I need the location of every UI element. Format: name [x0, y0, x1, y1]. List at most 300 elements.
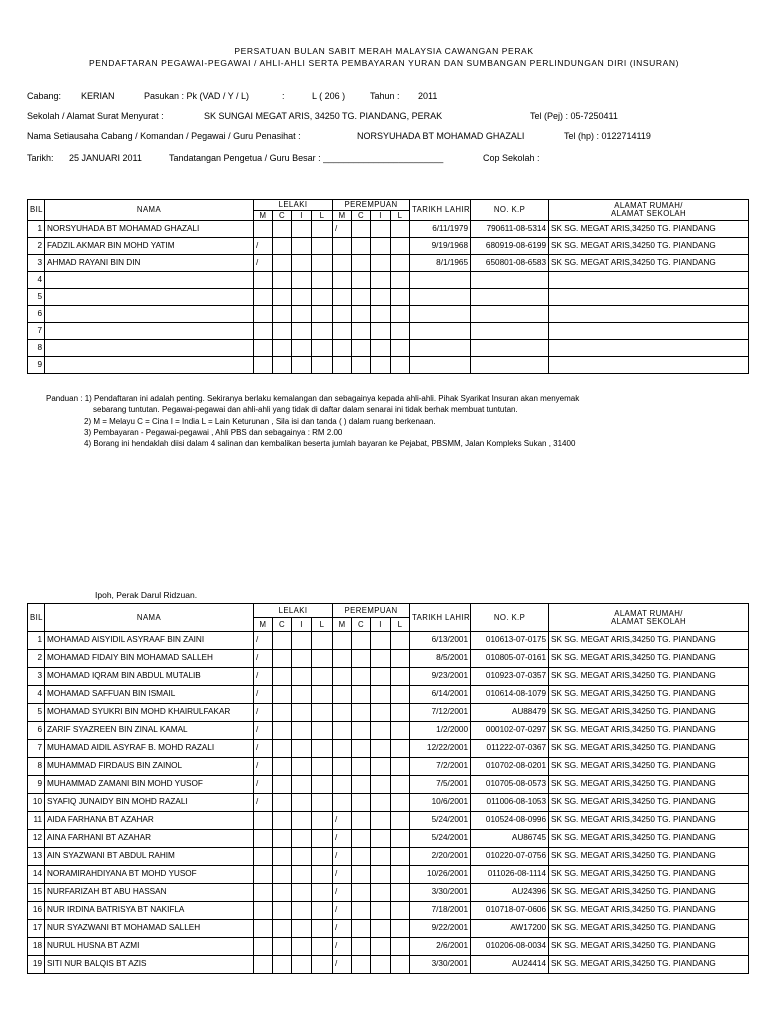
row-nokp — [471, 323, 549, 340]
row-race-mark — [391, 650, 410, 668]
table-row — [28, 956, 749, 974]
row-race-mark — [352, 357, 371, 374]
row-race-mark: / — [333, 221, 352, 238]
row-race-mark — [273, 848, 292, 866]
row-bil: 4 — [28, 686, 45, 704]
row-race-mark — [292, 289, 312, 306]
row-race-mark — [273, 686, 292, 704]
row-race-mark — [352, 776, 371, 794]
row-bil: 6 — [28, 306, 45, 323]
row-race-mark — [292, 340, 312, 357]
row-race-mark: / — [254, 255, 273, 272]
row-bil: 5 — [28, 704, 45, 722]
row-race-mark: / — [333, 866, 352, 884]
row-race-mark — [312, 902, 333, 920]
row-tarikh-lahir: 6/13/2001 — [410, 632, 471, 650]
row-nama — [45, 272, 254, 289]
row-race-mark — [352, 722, 371, 740]
row-race-mark: / — [254, 722, 273, 740]
row-nama — [45, 306, 254, 323]
row-race-mark — [391, 776, 410, 794]
row-nama: NUR IRDINA BATRISYA BT NAKIFLA — [45, 902, 254, 920]
sub-i: I — [292, 618, 312, 632]
sub-l: L — [391, 211, 410, 221]
row-alamat — [549, 323, 749, 340]
row-alamat: SK SG. MEGAT ARIS,34250 TG. PIANDANG — [549, 668, 749, 686]
row-race-mark — [254, 830, 273, 848]
row-race-mark — [273, 938, 292, 956]
row-race-mark — [292, 357, 312, 374]
row-nokp — [471, 289, 549, 306]
sub-c: C — [273, 211, 292, 221]
row-nokp: 011026-08-1114 — [471, 866, 549, 884]
row-race-mark — [254, 357, 273, 374]
row-race-mark — [292, 740, 312, 758]
sub-m: M — [254, 211, 273, 221]
row-alamat: SK SG. MEGAT ARIS,34250 TG. PIANDANG — [549, 632, 749, 650]
row-race-mark — [254, 221, 273, 238]
row-tarikh-lahir: 7/18/2001 — [410, 902, 471, 920]
row-race-mark — [371, 812, 391, 830]
row-race-mark — [292, 272, 312, 289]
row-race-mark — [352, 255, 371, 272]
row-race-mark — [292, 323, 312, 340]
row-race-mark — [391, 848, 410, 866]
row-tarikh-lahir: 7/5/2001 — [410, 776, 471, 794]
row-alamat: SK SG. MEGAT ARIS,34250 TG. PIANDANG — [549, 704, 749, 722]
info-tarikh-line — [27, 153, 727, 165]
row-tarikh-lahir — [410, 340, 471, 357]
row-race-mark — [333, 668, 352, 686]
table-row — [28, 306, 749, 323]
row-alamat: SK SG. MEGAT ARIS,34250 TG. PIANDANG — [549, 794, 749, 812]
row-alamat: SK SG. MEGAT ARIS,34250 TG. PIANDANG — [549, 238, 749, 255]
row-race-mark — [273, 740, 292, 758]
row-race-mark: / — [254, 794, 273, 812]
info-sekolah-line — [27, 111, 727, 123]
row-tarikh-lahir — [410, 357, 471, 374]
row-race-mark — [312, 884, 333, 902]
row-race-mark — [292, 794, 312, 812]
row-nokp: 011006-08-1053 — [471, 794, 549, 812]
col-lelaki: LELAKI — [254, 200, 333, 211]
row-race-mark — [312, 238, 333, 255]
row-nama: SITI NUR BALQIS BT AZIS — [45, 956, 254, 974]
row-bil: 13 — [28, 848, 45, 866]
row-nokp: AU88479 — [471, 704, 549, 722]
tandatangan-field: Tandatangan Pengetua / Guru Besar : ________________________ — [169, 153, 444, 163]
guide-line-4: 3) Pembayaran - Pegawai-pegawai , Ahli PBS dan sebagainya : RM 2.00 — [84, 427, 343, 437]
registration-table-1 — [27, 199, 749, 374]
row-bil: 3 — [28, 255, 45, 272]
header-org: PERSATUAN BULAN SABIT MERAH MALAYSIA CAWANGAN PERAK — [234, 46, 534, 56]
row-race-mark — [391, 920, 410, 938]
row-nama: MOHAMAD FIDAIY BIN MOHAMAD SALLEH — [45, 650, 254, 668]
tahun-label: Tahun : — [370, 91, 400, 101]
row-tarikh-lahir — [410, 272, 471, 289]
row-race-mark — [391, 704, 410, 722]
row-race-mark — [312, 920, 333, 938]
row-nokp: 680919-08-6199 — [471, 238, 549, 255]
table-row — [28, 830, 749, 848]
row-race-mark — [312, 830, 333, 848]
row-tarikh-lahir: 5/24/2001 — [410, 830, 471, 848]
table-row — [28, 704, 749, 722]
row-alamat: SK SG. MEGAT ARIS,34250 TG. PIANDANG — [549, 686, 749, 704]
row-race-mark: / — [333, 956, 352, 974]
row-tarikh-lahir: 7/2/2001 — [410, 758, 471, 776]
row-alamat: SK SG. MEGAT ARIS,34250 TG. PIANDANG — [549, 902, 749, 920]
row-alamat: SK SG. MEGAT ARIS,34250 TG. PIANDANG — [549, 812, 749, 830]
row-race-mark — [333, 323, 352, 340]
row-nokp: 011222-07-0367 — [471, 740, 549, 758]
row-race-mark — [391, 272, 410, 289]
row-alamat: SK SG. MEGAT ARIS,34250 TG. PIANDANG — [549, 884, 749, 902]
row-tarikh-lahir: 2/6/2001 — [410, 938, 471, 956]
setiausaha-label: Nama Setiausaha Cabang / Komandan / Pegawai / Guru Penasihat : — [27, 131, 301, 141]
row-race-mark: / — [333, 812, 352, 830]
row-bil: 18 — [28, 938, 45, 956]
row-race-mark — [273, 956, 292, 974]
row-alamat — [549, 289, 749, 306]
row-race-mark — [273, 722, 292, 740]
row-race-mark — [273, 306, 292, 323]
row-alamat: SK SG. MEGAT ARIS,34250 TG. PIANDANG — [549, 956, 749, 974]
row-race-mark — [352, 938, 371, 956]
row-race-mark — [254, 306, 273, 323]
table-row — [28, 255, 749, 272]
row-race-mark — [312, 632, 333, 650]
row-race-mark — [254, 938, 273, 956]
row-race-mark — [352, 902, 371, 920]
info-cabang-line — [27, 91, 727, 103]
row-race-mark: / — [254, 776, 273, 794]
row-bil: 14 — [28, 866, 45, 884]
row-race-mark — [312, 255, 333, 272]
row-race-mark — [312, 650, 333, 668]
row-alamat — [549, 357, 749, 374]
row-race-mark — [292, 668, 312, 686]
col-nokp: NO. K.P — [471, 200, 549, 221]
col-bil: BIL — [28, 200, 45, 221]
row-bil: 8 — [28, 758, 45, 776]
row-bil: 15 — [28, 884, 45, 902]
row-race-mark — [391, 668, 410, 686]
row-race-mark — [371, 920, 391, 938]
row-race-mark — [391, 740, 410, 758]
row-race-mark — [371, 668, 391, 686]
row-race-mark — [254, 884, 273, 902]
row-race-mark — [371, 848, 391, 866]
row-race-mark — [333, 272, 352, 289]
row-race-mark — [292, 632, 312, 650]
row-bil: 5 — [28, 289, 45, 306]
table-row — [28, 668, 749, 686]
table-row — [28, 340, 749, 357]
row-race-mark — [391, 884, 410, 902]
row-nama: NUR SYAZWANI BT MOHAMAD SALLEH — [45, 920, 254, 938]
row-nama: SYAFIQ JUNAIDY BIN MOHD RAZALI — [45, 794, 254, 812]
row-race-mark: / — [333, 920, 352, 938]
table-row — [28, 794, 749, 812]
sub-l: L — [312, 211, 333, 221]
table-row — [28, 323, 749, 340]
row-race-mark — [273, 650, 292, 668]
table-row — [28, 848, 749, 866]
row-race-mark — [391, 306, 410, 323]
row-race-mark — [391, 794, 410, 812]
row-race-mark — [391, 238, 410, 255]
row-alamat: SK SG. MEGAT ARIS,34250 TG. PIANDANG — [549, 722, 749, 740]
row-alamat: SK SG. MEGAT ARIS,34250 TG. PIANDANG — [549, 830, 749, 848]
col-tarikh-lahir: TARIKH LAHIR — [410, 200, 471, 221]
row-nama: MOHAMAD IQRAM BIN ABDUL MUTALIB — [45, 668, 254, 686]
row-nama: NURUL HUSNA BT AZMI — [45, 938, 254, 956]
sekolah-value: SK SUNGAI MEGAT ARIS, 34250 TG. PIANDANG, PERAK — [204, 111, 443, 121]
row-race-mark — [352, 306, 371, 323]
row-race-mark — [333, 794, 352, 812]
col-alamat — [549, 604, 749, 632]
row-bil: 4 — [28, 272, 45, 289]
row-race-mark — [391, 340, 410, 357]
table-row — [28, 632, 749, 650]
table-row — [28, 740, 749, 758]
row-nama: MUHAMMAD FIRDAUS BIN ZAINOL — [45, 758, 254, 776]
row-race-mark: / — [254, 686, 273, 704]
row-race-mark — [312, 289, 333, 306]
row-race-mark — [391, 686, 410, 704]
row-nokp: 010702-08-0201 — [471, 758, 549, 776]
row-alamat: SK SG. MEGAT ARIS,34250 TG. PIANDANG — [549, 650, 749, 668]
row-race-mark — [333, 722, 352, 740]
row-race-mark — [352, 866, 371, 884]
pasukan-value: L ( 206 ) — [312, 91, 346, 101]
row-race-mark: / — [254, 238, 273, 255]
row-race-mark — [273, 272, 292, 289]
row-race-mark — [391, 956, 410, 974]
table-row — [28, 776, 749, 794]
row-race-mark — [352, 668, 371, 686]
row-nama: NURFARIZAH BT ABU HASSAN — [45, 884, 254, 902]
row-nokp: 000102-07-0297 — [471, 722, 549, 740]
table-row — [28, 722, 749, 740]
row-bil: 7 — [28, 740, 45, 758]
row-race-mark — [352, 340, 371, 357]
row-race-mark — [254, 323, 273, 340]
row-race-mark — [391, 221, 410, 238]
row-race-mark — [312, 323, 333, 340]
row-race-mark — [352, 221, 371, 238]
row-race-mark — [292, 920, 312, 938]
row-nokp: 010613-07-0175 — [471, 632, 549, 650]
sub-c: C — [352, 618, 371, 632]
row-race-mark — [254, 866, 273, 884]
row-race-mark — [333, 340, 352, 357]
row-race-mark: / — [254, 740, 273, 758]
row-race-mark — [273, 776, 292, 794]
row-alamat: SK SG. MEGAT ARIS,34250 TG. PIANDANG — [549, 938, 749, 956]
row-bil: 8 — [28, 340, 45, 357]
row-nama: AINA FARHANI BT AZAHAR — [45, 830, 254, 848]
row-nokp: 790611-08-5314 — [471, 221, 549, 238]
row-race-mark — [292, 758, 312, 776]
row-race-mark — [371, 740, 391, 758]
row-race-mark — [333, 289, 352, 306]
row-race-mark — [391, 830, 410, 848]
row-race-mark — [273, 632, 292, 650]
row-race-mark — [254, 902, 273, 920]
col-alamat-line1: ALAMAT RUMAH/ — [614, 608, 683, 618]
row-race-mark: / — [333, 902, 352, 920]
sub-i: I — [371, 211, 391, 221]
setiausaha-value: NORSYUHADA BT MOHAMAD GHAZALI — [357, 131, 525, 141]
row-race-mark — [352, 323, 371, 340]
row-race-mark — [371, 938, 391, 956]
row-race-mark — [391, 722, 410, 740]
sub-m: M — [333, 618, 352, 632]
row-race-mark — [312, 221, 333, 238]
row-tarikh-lahir: 5/24/2001 — [410, 812, 471, 830]
row-race-mark — [352, 830, 371, 848]
row-race-mark — [273, 668, 292, 686]
row-nama: MOHAMAD SAFFUAN BIN ISMAIL — [45, 686, 254, 704]
row-tarikh-lahir — [410, 289, 471, 306]
row-nokp: 010718-07-0606 — [471, 902, 549, 920]
row-race-mark: / — [333, 848, 352, 866]
row-nama — [45, 289, 254, 306]
row-tarikh-lahir: 3/30/2001 — [410, 956, 471, 974]
row-nokp — [471, 306, 549, 323]
row-alamat: SK SG. MEGAT ARIS,34250 TG. PIANDANG — [549, 740, 749, 758]
row-race-mark — [273, 323, 292, 340]
row-race-mark — [371, 884, 391, 902]
guide-line-5: 4) Borang ini hendaklah diisi dalam 4 salinan dan kembalikan beserta jumlah bayaran ke Pejabat, PBSMM, Jalan Kompleks Sukan , 31400 — [84, 439, 576, 449]
table-row — [28, 758, 749, 776]
row-race-mark — [371, 340, 391, 357]
row-race-mark — [273, 704, 292, 722]
row-race-mark — [273, 794, 292, 812]
row-nokp: 650801-08-6583 — [471, 255, 549, 272]
info-setiausaha-line — [27, 131, 727, 143]
row-race-mark — [371, 238, 391, 255]
row-race-mark — [352, 848, 371, 866]
row-race-mark — [273, 289, 292, 306]
table-row — [28, 812, 749, 830]
col-nama: NAMA — [45, 604, 254, 632]
row-race-mark — [371, 272, 391, 289]
row-race-mark — [352, 632, 371, 650]
row-race-mark — [273, 902, 292, 920]
row-race-mark — [273, 357, 292, 374]
row-race-mark — [352, 272, 371, 289]
row-race-mark — [371, 221, 391, 238]
row-bil: 9 — [28, 776, 45, 794]
row-nama: NORAMIRAHDIYANA BT MOHD YUSOF — [45, 866, 254, 884]
row-tarikh-lahir: 8/5/2001 — [410, 650, 471, 668]
tel-hp: Tel (hp) : 0122714119 — [564, 131, 651, 141]
row-nama: MUHAMMAD ZAMANI BIN MOHD YUSOF — [45, 776, 254, 794]
row-race-mark — [254, 956, 273, 974]
col-nokp: NO. K.P — [471, 604, 549, 632]
tarikh-label: Tarikh: — [27, 153, 54, 163]
row-race-mark — [333, 740, 352, 758]
row-race-mark — [292, 884, 312, 902]
row-race-mark — [292, 704, 312, 722]
row-race-mark — [292, 938, 312, 956]
row-race-mark — [292, 306, 312, 323]
row-race-mark — [312, 938, 333, 956]
row-race-mark: / — [254, 704, 273, 722]
row-race-mark — [371, 956, 391, 974]
row-tarikh-lahir: 9/19/1968 — [410, 238, 471, 255]
row-race-mark — [312, 306, 333, 323]
row-nama: MOHAMAD AISYIDIL ASYRAAF BIN ZAINI — [45, 632, 254, 650]
row-race-mark — [352, 740, 371, 758]
row-race-mark — [371, 650, 391, 668]
col-alamat-line1: ALAMAT RUMAH/ — [614, 201, 683, 211]
row-race-mark — [292, 902, 312, 920]
row-race-mark — [352, 704, 371, 722]
row-tarikh-lahir: 9/23/2001 — [410, 668, 471, 686]
row-race-mark — [273, 758, 292, 776]
row-nama: AIN SYAZWANI BT ABDUL RAHIM — [45, 848, 254, 866]
row-bil: 12 — [28, 830, 45, 848]
row-race-mark — [371, 255, 391, 272]
row-race-mark — [254, 812, 273, 830]
row-race-mark — [292, 650, 312, 668]
row-race-mark — [391, 938, 410, 956]
sub-l: L — [391, 618, 410, 632]
row-race-mark — [312, 848, 333, 866]
row-race-mark — [273, 830, 292, 848]
row-alamat: SK SG. MEGAT ARIS,34250 TG. PIANDANG — [549, 255, 749, 272]
row-race-mark — [352, 956, 371, 974]
table-row — [28, 938, 749, 956]
row-race-mark — [352, 289, 371, 306]
row-nokp — [471, 357, 549, 374]
row-tarikh-lahir: 10/6/2001 — [410, 794, 471, 812]
row-nokp: 010206-08-0034 — [471, 938, 549, 956]
row-nokp: 010524-08-0996 — [471, 812, 549, 830]
tahun-value: 2011 — [418, 91, 438, 101]
table-row — [28, 884, 749, 902]
row-alamat: SK SG. MEGAT ARIS,34250 TG. PIANDANG — [549, 848, 749, 866]
sub-i: I — [292, 211, 312, 221]
row-race-mark — [371, 704, 391, 722]
row-race-mark: / — [254, 650, 273, 668]
cabang-value: KERIAN — [81, 91, 115, 101]
row-nama: AHMAD RAYANI BIN DIN — [45, 255, 254, 272]
row-race-mark — [292, 812, 312, 830]
row-race-mark — [312, 704, 333, 722]
row-alamat: SK SG. MEGAT ARIS,34250 TG. PIANDANG — [549, 776, 749, 794]
row-bil: 3 — [28, 668, 45, 686]
row-race-mark — [292, 255, 312, 272]
col-bil: BIL — [28, 604, 45, 632]
col-alamat-line2: ALAMAT SEKOLAH — [610, 209, 687, 218]
row-race-mark — [292, 830, 312, 848]
row-tarikh-lahir: 10/26/2001 — [410, 866, 471, 884]
row-alamat — [549, 340, 749, 357]
row-nokp: 010805-07-0161 — [471, 650, 549, 668]
col-alamat-line2: ALAMAT SEKOLAH — [610, 616, 687, 626]
row-race-mark — [254, 920, 273, 938]
row-race-mark — [371, 686, 391, 704]
pasukan-label: Pasukan : Pk (VAD / Y / L) — [144, 91, 250, 101]
row-nokp: 010614-08-1079 — [471, 686, 549, 704]
table-row — [28, 289, 749, 306]
row-nokp: AU24414 — [471, 956, 549, 974]
